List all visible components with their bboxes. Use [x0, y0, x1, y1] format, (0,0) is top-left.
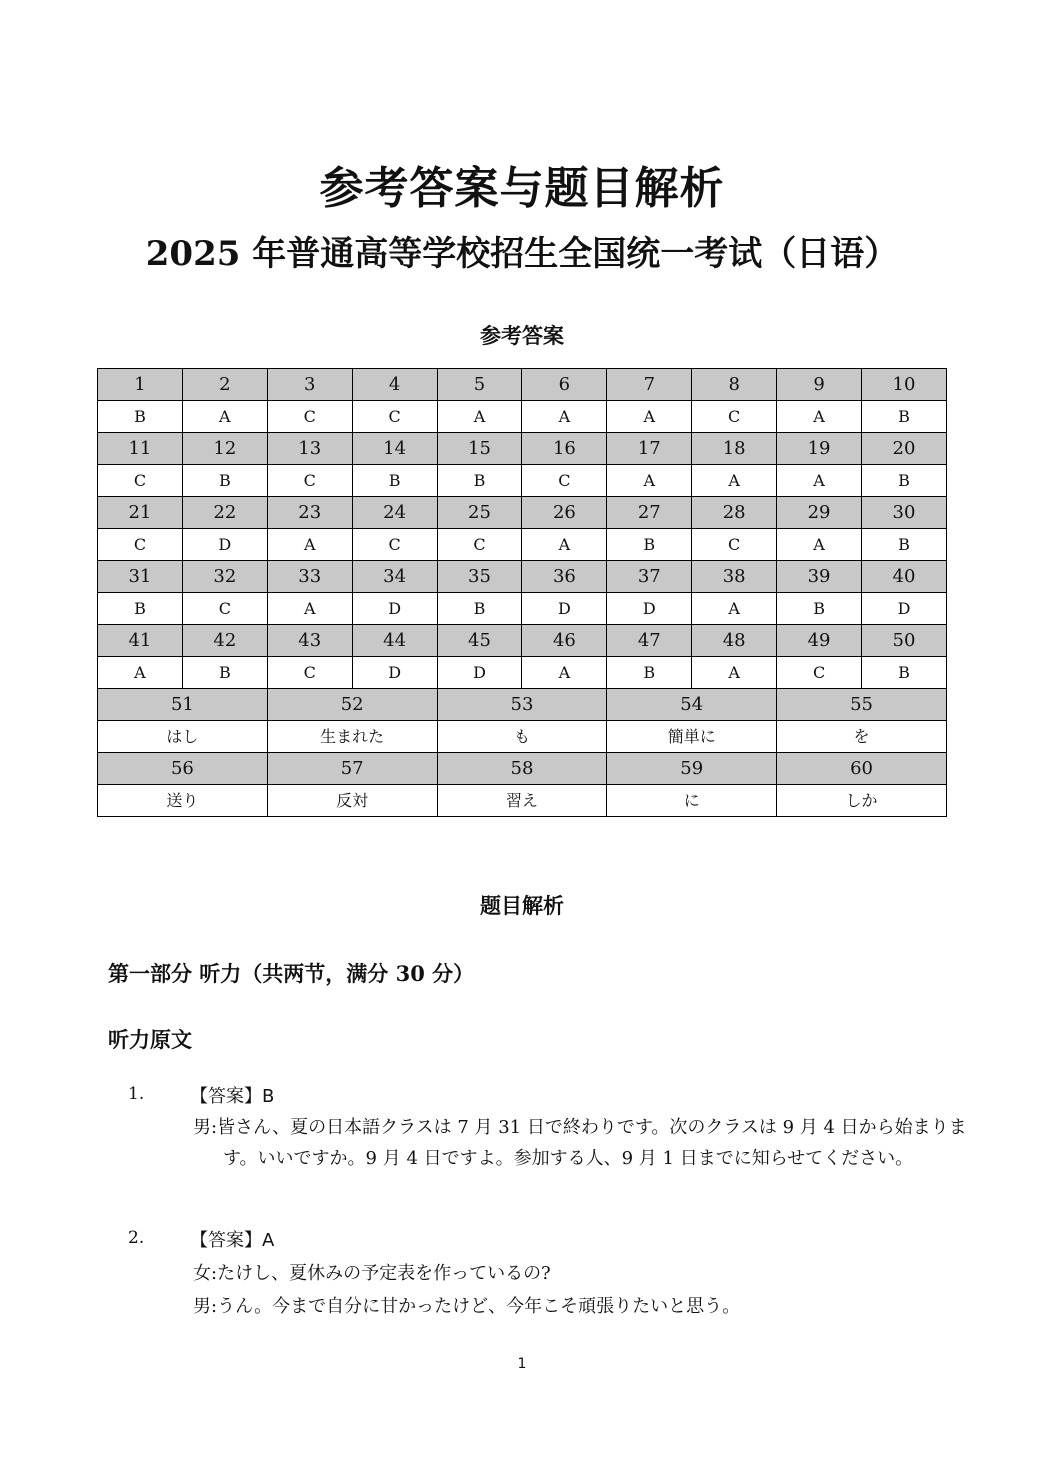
answer-cell: を [777, 721, 947, 753]
question-number-cell: 11 [98, 433, 183, 465]
question-number-cell: 45 [437, 625, 522, 657]
answer-cell: C [267, 657, 352, 689]
answer-cell: に [607, 785, 777, 817]
answer-cell: 生まれた [267, 721, 437, 753]
answer-cell: 反対 [267, 785, 437, 817]
answer-cell: D [607, 593, 692, 625]
question-number-cell: 9 [777, 369, 862, 401]
answer-cell: A [692, 657, 777, 689]
question-number-cell: 34 [352, 561, 437, 593]
item-answer [190, 1226, 274, 1252]
question-number-cell: 50 [862, 625, 947, 657]
question-number-cell: 18 [692, 433, 777, 465]
answer-cell: C [98, 529, 183, 561]
question-number-cell: 57 [267, 753, 437, 785]
question-number-cell: 44 [352, 625, 437, 657]
answer-cell: C [522, 465, 607, 497]
answer-cell: A [607, 465, 692, 497]
question-number-cell: 33 [267, 561, 352, 593]
answer-cell: A [692, 465, 777, 497]
answer-cell: はし [98, 721, 268, 753]
answer-label: 【答案】 [190, 1230, 262, 1251]
question-number-row [98, 625, 947, 657]
answer-cell: B [862, 657, 947, 689]
question-number-cell: 58 [437, 753, 607, 785]
question-number-cell: 25 [437, 497, 522, 529]
answer-cell: C [692, 529, 777, 561]
answer-label: 【答案】 [190, 1086, 262, 1107]
dialog-line: 男:皆さん、夏の日本語クラスは 7 月 31 日で終わりです。次のクラスは 9 月 4 日から始まります。いいですか。9 月 4 日ですよ。参加する人、9 月 1 日までに知らせてください。 [193, 1117, 967, 1169]
answer-cell: D [352, 593, 437, 625]
dialog-line: 男:うん。今まで自分に甘かったけど、今年こそ頑張りたいと思う。 [193, 1296, 741, 1317]
answer-cell: B [862, 529, 947, 561]
question-number-cell: 49 [777, 625, 862, 657]
analysis-heading: 题目解析 [480, 893, 564, 918]
question-number-cell: 19 [777, 433, 862, 465]
answer-cell: 簡単に [607, 721, 777, 753]
answer-cell: B [862, 465, 947, 497]
question-number-row [98, 497, 947, 529]
question-number-cell: 12 [182, 433, 267, 465]
answer-cell: B [437, 593, 522, 625]
answer-cell: B [437, 465, 522, 497]
question-number-cell: 26 [522, 497, 607, 529]
question-number-cell: 46 [522, 625, 607, 657]
answer-cell: A [777, 401, 862, 433]
answer-cell: B [98, 401, 183, 433]
answer-cell: A [267, 529, 352, 561]
item-number: 1. [128, 1084, 145, 1104]
question-number-cell: 6 [522, 369, 607, 401]
question-number-cell: 3 [267, 369, 352, 401]
question-number-row [98, 369, 947, 401]
question-number-cell: 10 [862, 369, 947, 401]
answer-cell: D [437, 657, 522, 689]
question-number-cell: 38 [692, 561, 777, 593]
answer-cell: B [607, 529, 692, 561]
question-number-cell: 13 [267, 433, 352, 465]
question-number-cell: 16 [522, 433, 607, 465]
answer-cell: A [98, 657, 183, 689]
question-number-cell: 29 [777, 497, 862, 529]
answer-cell: 習え [437, 785, 607, 817]
answer-cell: D [862, 593, 947, 625]
question-number-cell: 23 [267, 497, 352, 529]
question-number-cell: 32 [182, 561, 267, 593]
question-number-cell: 31 [98, 561, 183, 593]
question-number-cell: 14 [352, 433, 437, 465]
answer-cell: A [522, 401, 607, 433]
question-number-cell: 17 [607, 433, 692, 465]
answer-cell: A [437, 401, 522, 433]
answer-cell: A [522, 529, 607, 561]
answer-cell: A [692, 593, 777, 625]
question-number-cell: 30 [862, 497, 947, 529]
dialog-line: 女:たけし、夏休みの予定表を作っているの? [193, 1263, 551, 1284]
question-number-cell: 52 [267, 689, 437, 721]
answer-row [98, 785, 947, 817]
answer-key-table [97, 368, 947, 817]
question-number-cell: 7 [607, 369, 692, 401]
question-number-cell: 1 [98, 369, 183, 401]
answer-cell: B [182, 465, 267, 497]
answer-cell: A [777, 529, 862, 561]
answer-cell: A [777, 465, 862, 497]
answer-cell: C [98, 465, 183, 497]
page-subtitle: 2025 年普通高等学校招生全国统一考试（日语） [145, 234, 899, 274]
answer-row [98, 657, 947, 689]
listening-transcript-heading: 听力原文 [108, 1027, 192, 1052]
answer-cell: C [182, 593, 267, 625]
question-number-cell: 59 [607, 753, 777, 785]
question-number-cell: 54 [607, 689, 777, 721]
question-number-cell: 39 [777, 561, 862, 593]
answer-cell: B [182, 657, 267, 689]
question-number-cell: 41 [98, 625, 183, 657]
question-number-cell: 24 [352, 497, 437, 529]
answer-cell: B [777, 593, 862, 625]
answer-cell: A [182, 401, 267, 433]
question-number-row [98, 753, 947, 785]
item-number: 2. [128, 1228, 145, 1248]
answer-letter: A [262, 1230, 275, 1251]
question-number-cell: 55 [777, 689, 947, 721]
answer-cell: B [607, 657, 692, 689]
answer-cell: も [437, 721, 607, 753]
question-number-cell: 37 [607, 561, 692, 593]
answer-cell: C [267, 465, 352, 497]
answer-key-heading: 参考答案 [480, 323, 564, 348]
answer-row [98, 401, 947, 433]
answer-cell: 送り [98, 785, 268, 817]
question-number-cell: 60 [777, 753, 947, 785]
item-answer [190, 1082, 274, 1108]
question-number-cell: 28 [692, 497, 777, 529]
question-number-cell: 47 [607, 625, 692, 657]
question-number-cell: 2 [182, 369, 267, 401]
answer-cell: C [267, 401, 352, 433]
question-number-cell: 8 [692, 369, 777, 401]
question-number-cell: 40 [862, 561, 947, 593]
question-number-cell: 27 [607, 497, 692, 529]
answer-row [98, 529, 947, 561]
answer-row [98, 465, 947, 497]
answer-cell: C [777, 657, 862, 689]
question-number-cell: 56 [98, 753, 268, 785]
answer-cell: C [352, 401, 437, 433]
part-one-heading: 第一部分 听力（共两节，满分 30 分） [108, 961, 475, 986]
question-number-cell: 20 [862, 433, 947, 465]
answer-cell: C [437, 529, 522, 561]
question-number-cell: 5 [437, 369, 522, 401]
question-number-cell: 48 [692, 625, 777, 657]
answer-letter: B [262, 1086, 275, 1107]
question-number-cell: 53 [437, 689, 607, 721]
question-number-cell: 35 [437, 561, 522, 593]
answer-cell: D [522, 593, 607, 625]
answer-cell: B [352, 465, 437, 497]
answer-cell: B [862, 401, 947, 433]
question-number-row [98, 689, 947, 721]
answer-cell: A [522, 657, 607, 689]
answer-cell: C [352, 529, 437, 561]
question-number-row [98, 561, 947, 593]
page-title: 参考答案与题目解析 [319, 163, 725, 214]
question-number-cell: 43 [267, 625, 352, 657]
question-number-cell: 21 [98, 497, 183, 529]
page-number: 1 [517, 1356, 527, 1372]
answer-row [98, 721, 947, 753]
question-number-cell: 4 [352, 369, 437, 401]
answer-cell: A [607, 401, 692, 433]
question-number-row [98, 433, 947, 465]
answer-cell: C [692, 401, 777, 433]
answer-cell: A [267, 593, 352, 625]
answer-cell: D [182, 529, 267, 561]
question-number-cell: 22 [182, 497, 267, 529]
question-number-cell: 51 [98, 689, 268, 721]
question-number-cell: 42 [182, 625, 267, 657]
question-number-cell: 36 [522, 561, 607, 593]
answer-cell: D [352, 657, 437, 689]
question-number-cell: 15 [437, 433, 522, 465]
answer-row [98, 593, 947, 625]
answer-cell: B [98, 593, 183, 625]
answer-cell: しか [777, 785, 947, 817]
